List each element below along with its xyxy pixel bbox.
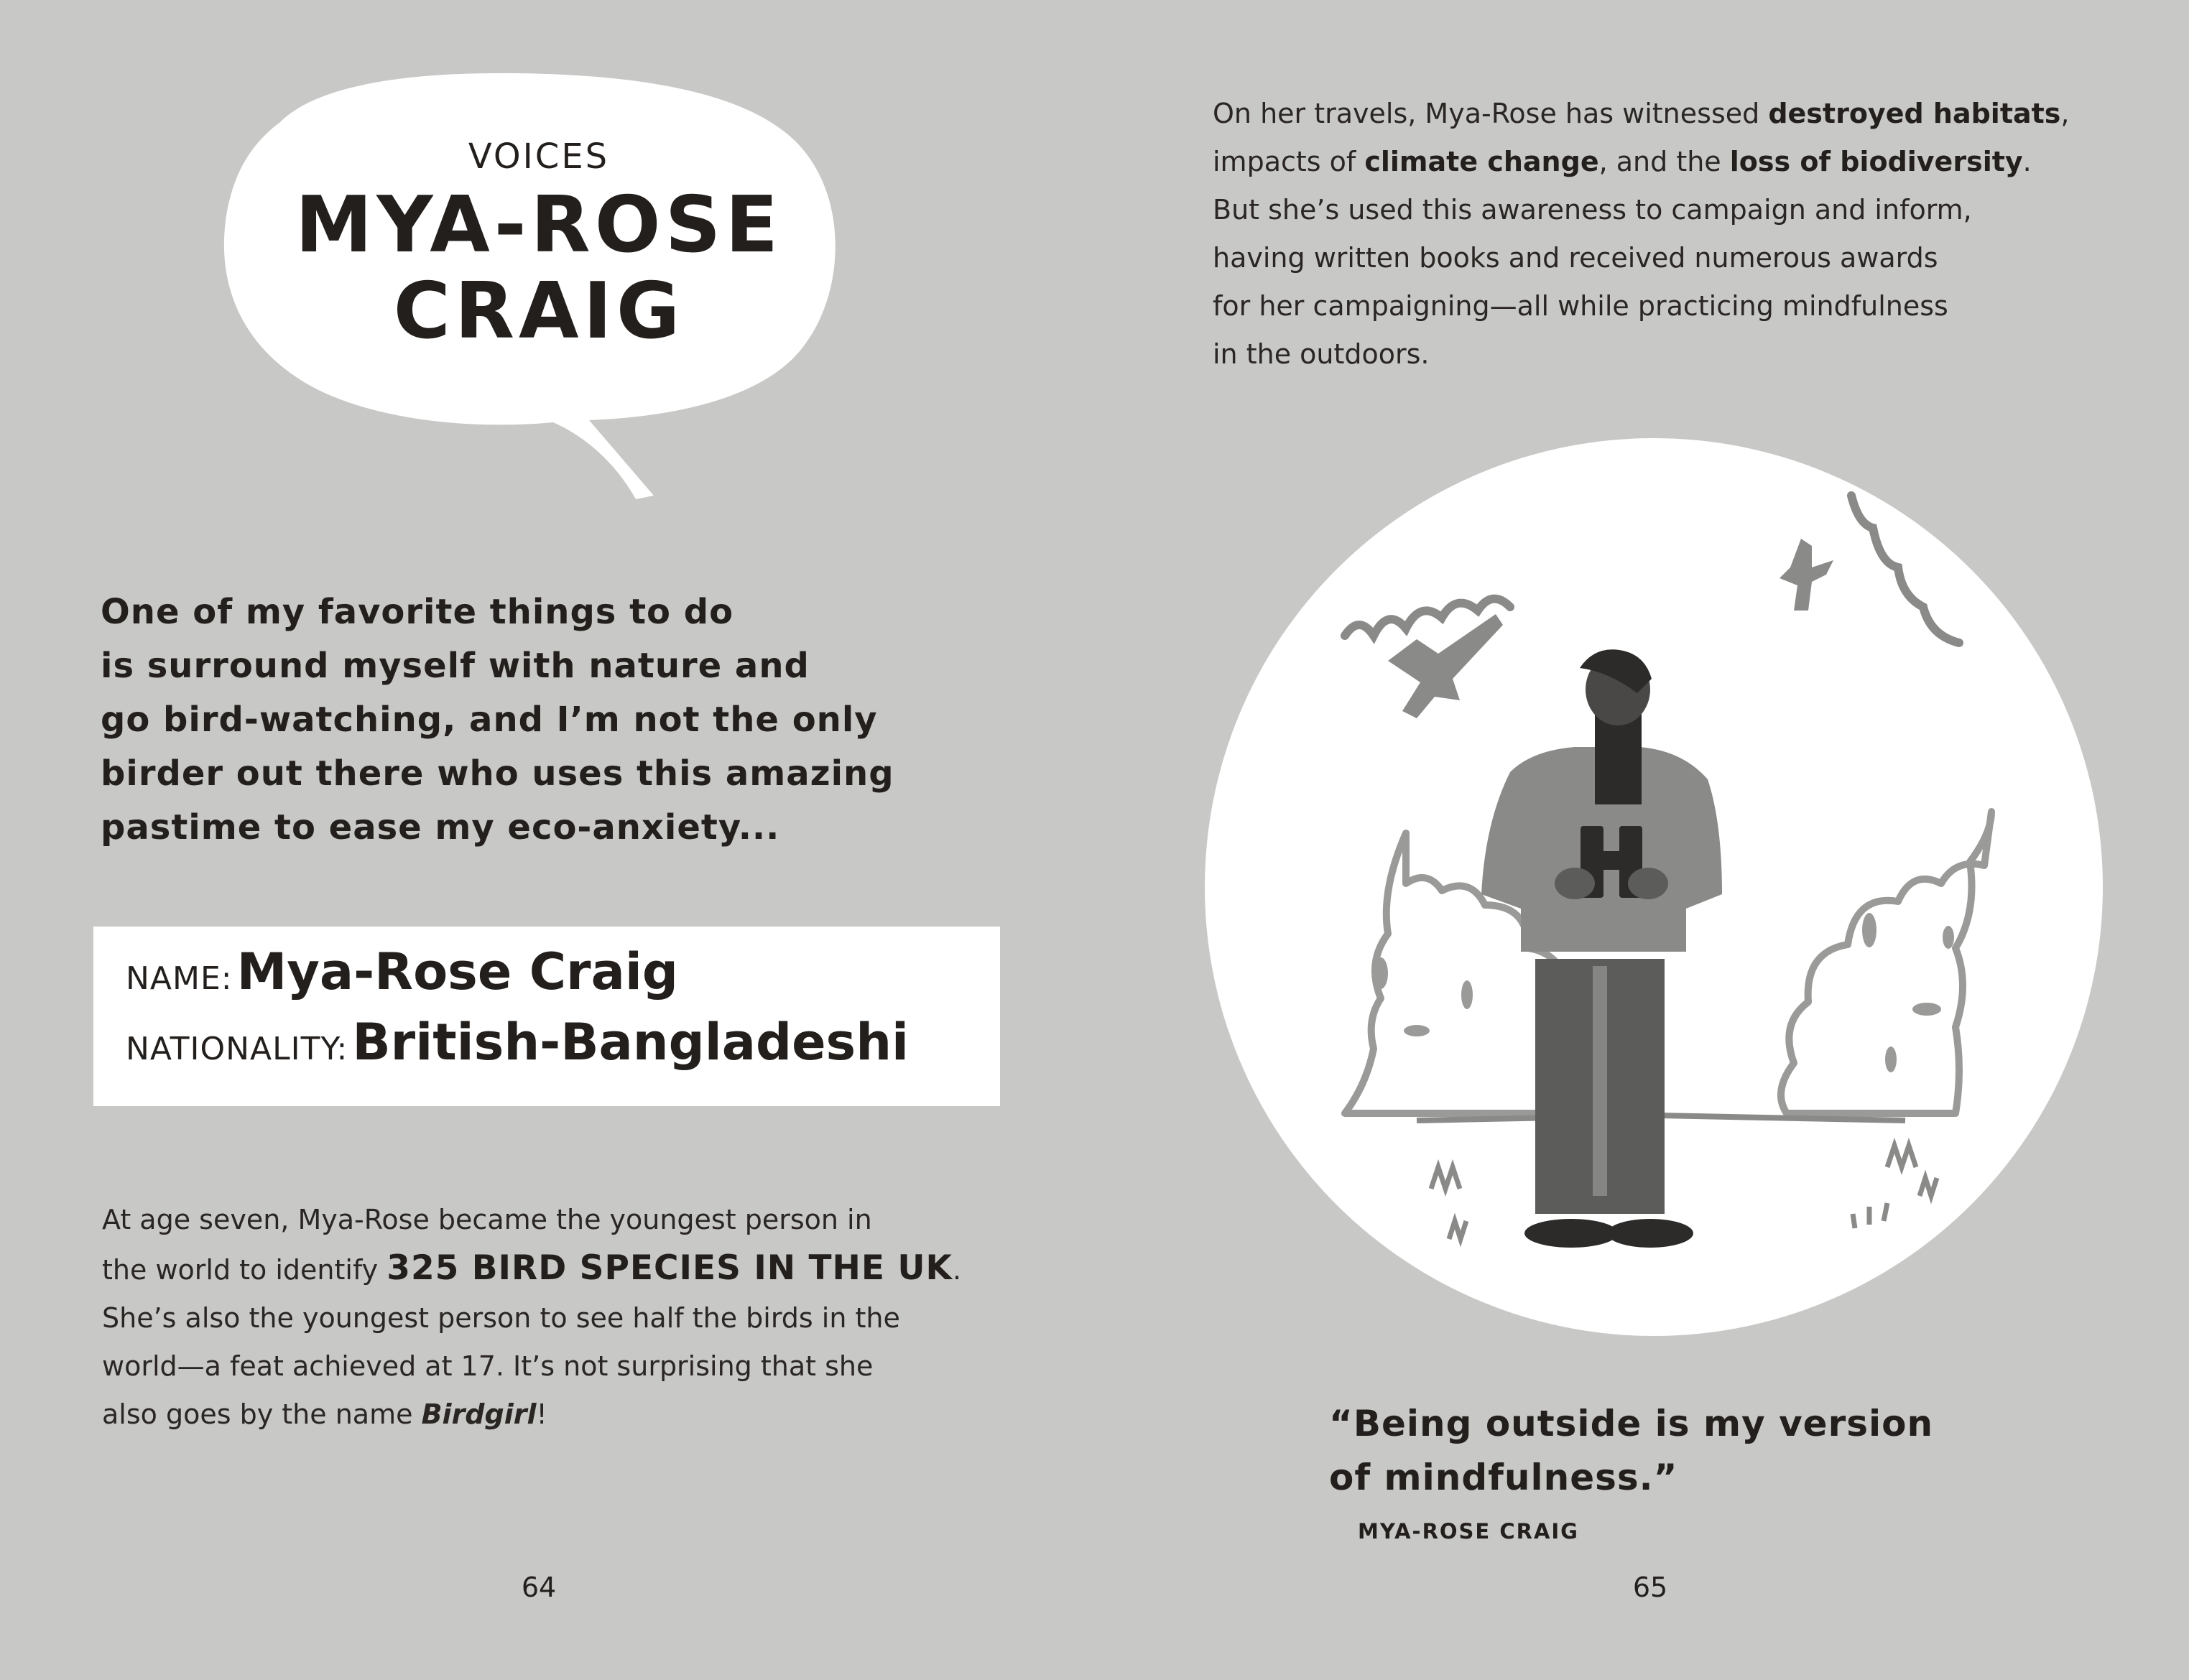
name-label: NAME: [126,960,233,997]
body-text: ! [536,1398,547,1430]
quote-text: of mindfulness.” [1329,1457,1678,1498]
body-text: impacts of [1213,146,1365,177]
left-body-text [102,1196,1036,1439]
intro-quote [101,585,963,855]
body-text: . [952,1254,962,1286]
body-line [1213,138,2147,186]
intro-line: is surround myself with nature and [101,646,810,686]
page-number-left: 64 [521,1572,557,1603]
body-line [102,1244,1036,1294]
body-line [102,1391,1036,1439]
body-line: for her campaigning—all while practicing mindfulness [1213,290,1948,322]
shoe-left [1524,1219,1618,1248]
name-value: Mya-Rose Craig [236,942,678,1001]
body-line: having written books and received numerous awards [1213,242,1938,274]
body-line [1213,90,2147,138]
intro-line: go bird-watching, and I’m not the only [101,700,878,740]
nationality-value: British-Bangladeshi [352,1013,910,1072]
quote-line [1329,1451,2047,1559]
birdwatcher-illustration [1201,435,2106,1340]
body-text: the world to identify [102,1254,387,1286]
body-text: , and the [1598,146,1730,177]
nationality-row [126,1013,909,1072]
body-line: But she’s used this awareness to campaign and inform, [1213,194,1972,226]
bold-text: destroyed habitats [1768,98,2061,129]
intro-line: pastime to ease my eco-anxiety... [101,807,780,848]
section-label: VOICES [468,136,610,177]
body-line: She’s also the youngest person to see half the birds in the [102,1302,900,1334]
title-line-2: CRAIG [393,266,685,356]
bold-text: climate change [1364,146,1599,177]
quote-attribution: MYA-ROSE CRAIG [1358,1519,1579,1544]
body-text: , [2060,98,2070,129]
hand-left [1555,868,1595,899]
intro-line: One of my favorite things to do [101,592,734,632]
body-line: in the outdoors. [1213,338,1430,370]
body-line: At age seven, Mya-Rose became the youngest person in [102,1204,872,1235]
intro-line: birder out there who uses this amazing [101,753,894,794]
title-line-1: MYA-ROSE [295,180,783,270]
body-text: On her travels, Mya-Rose has witnessed [1213,98,1769,129]
page-number-right: 65 [1632,1572,1668,1603]
page-title [237,182,841,355]
name-row [126,942,678,1001]
emphasis-text: Birdgirl [421,1398,537,1430]
pull-quote [1329,1397,2047,1559]
nationality-label: NATIONALITY: [126,1031,348,1067]
hand-right [1628,868,1668,899]
quote-line: “Being outside is my version [1329,1403,1934,1444]
bold-text: loss of biodiversity [1729,146,2023,177]
highlight-text: 325 BIRD SPECIES IN THE UK [387,1248,953,1288]
bubble-heading [237,136,841,355]
shoe-right [1607,1219,1693,1248]
body-line: world—a feat achieved at 17. It’s not surprising that she [102,1350,874,1382]
right-body-text [1213,90,2147,379]
body-text: . [2022,146,2032,177]
profile-card [93,927,1000,1106]
body-text: also goes by the name [102,1398,422,1430]
